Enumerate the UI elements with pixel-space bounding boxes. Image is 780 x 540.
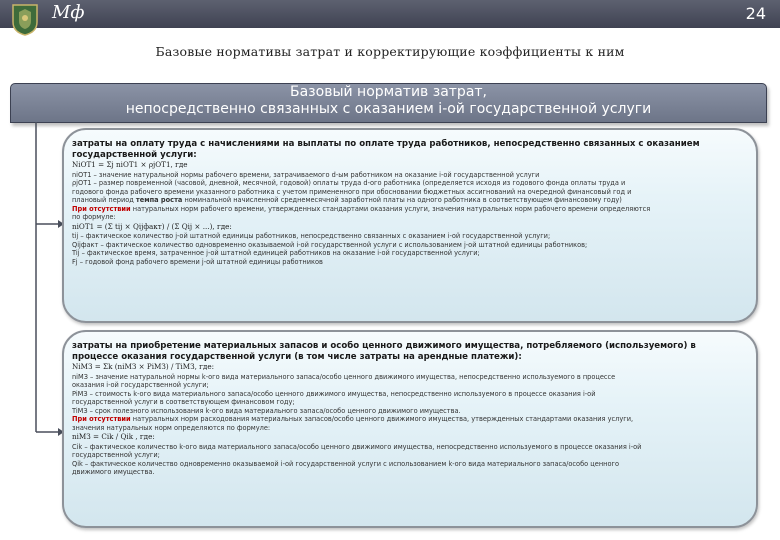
section-banner: [10, 83, 767, 123]
text-line: PiМЗ – стоимость k-ого вида материального запаса/особо ценного движимого имущества, непосредственно используемого в процессе оказания i-ой: [72, 389, 596, 398]
text-line: годового фонда рабочего времени указанного работника с учетом примененного при обосновании бюджетных ассигнований на очередной финансовый год и: [72, 187, 632, 196]
text-line: Cik – фактическое количество k-ого вида материального запаса/особо ценного движимого имущества, непосредственно используемого в процессе оказания i-ой: [72, 442, 642, 451]
text-line: плановый период темпа роста номинальной начисленной среднемесячной заработной платы на одного работника в соответствующем финансовому году): [72, 196, 622, 205]
text-line: tij – фактическое количество j-ой штатной единицы работников, непосредственно связанных с оказанием i-ой государственной услуги;: [72, 232, 551, 241]
text-line: ρjОТ1 – размер повременной (часовой, дневной, месячной, годовой) оплаты труда d-ого работника (определяется исходя из годового фонда оплаты труда и: [72, 179, 626, 188]
text-line: Qijфакт – фактическое количество одновременно оказываемой i-ой государственной услуги с использованием j-ой штатной единицы работников;: [72, 240, 588, 249]
text-line: государственной услуги;: [72, 451, 160, 460]
text-line: движимого имущества.: [72, 468, 155, 477]
materials-costs-panel: [62, 330, 758, 528]
text-line: niМЗ – значение натуральной нормы k-ого вида материального запаса/особо ценного движимого имущества, непосредственно используемого в процессе: [72, 372, 616, 381]
text-line: государственной услуги в соответствующем финансовом году;: [72, 398, 295, 407]
page-number: 24: [745, 4, 766, 23]
text-line: значения натуральных норм определяются по формуле:: [72, 423, 271, 432]
text-line: При отсутствии натуральных норм расходования материальных запасов/особо ценного движимого имущества, утвержденных стандартами оказания услуги,: [72, 415, 634, 424]
brand-logo-text: Мф: [52, 2, 85, 23]
text-line: по формуле:: [72, 213, 116, 222]
banner-line-2: непосредственно связанных с оказанием i-ой государственной услуги: [125, 101, 652, 117]
text-line: Tij – фактическое время, затраченное j-ой штатной единицей работников на оказание i-ой государственной услуги;: [72, 249, 480, 258]
labor-costs-panel: [62, 128, 758, 323]
text-line: оказания i-ой государственной услуги;: [72, 381, 209, 390]
formula: niОТ1 = (Σ tij × Qijфакт) / (Σ Qij × ...), где:: [72, 221, 232, 231]
banner-line-1: Базовый норматив затрат,: [290, 84, 487, 100]
text-line: Qik – фактическое количество одновременно оказываемой i-ой государственной услуги с использованием k-ого вида материального запаса/особо ценного: [72, 459, 619, 468]
formula: NiОТ1 = Σj niОТ1 × ρjОТ1, где: [72, 160, 188, 170]
formula: niМЗ = Cik / Qik , где:: [72, 432, 155, 442]
ministry-emblem-icon: [10, 2, 40, 36]
text-line: TiМЗ – срок полезного использования k-ого вида материального запаса/особо ценного движимого имущества.: [72, 406, 461, 415]
slide-title: Базовые нормативы затрат и корректирующие коэффициенты к ним: [155, 44, 625, 59]
top-bar: [0, 0, 780, 28]
formula: NiМЗ = Σk (niМЗ × PiМЗ) / TiМЗ, где:: [72, 362, 215, 372]
text-line: Fj – годовой фонд рабочего времени j-ой штатной единицы работников: [72, 257, 323, 266]
text-line: При отсутствии натуральных норм рабочего времени, утвержденных стандартами оказания услуги, значения натуральных норм рабочего времени определяются: [72, 204, 651, 213]
panel-heading: затраты на приобретение материальных запасов и особо ценного движимого имущества, потребляемого (используемого) в процессе оказания государственной услуги (в том числе затраты на арендные платежи):: [72, 341, 696, 362]
text-line: niОТ1 – значение натуральной нормы рабочего времени, затрачиваемого d-ым работником на оказание i-ой государственной услуги: [72, 170, 540, 179]
panel-heading: затраты на оплату труда с начислениями на выплаты по оплате труда работников, непосредственно связанных с оказанием государственной услуги:: [72, 139, 700, 160]
